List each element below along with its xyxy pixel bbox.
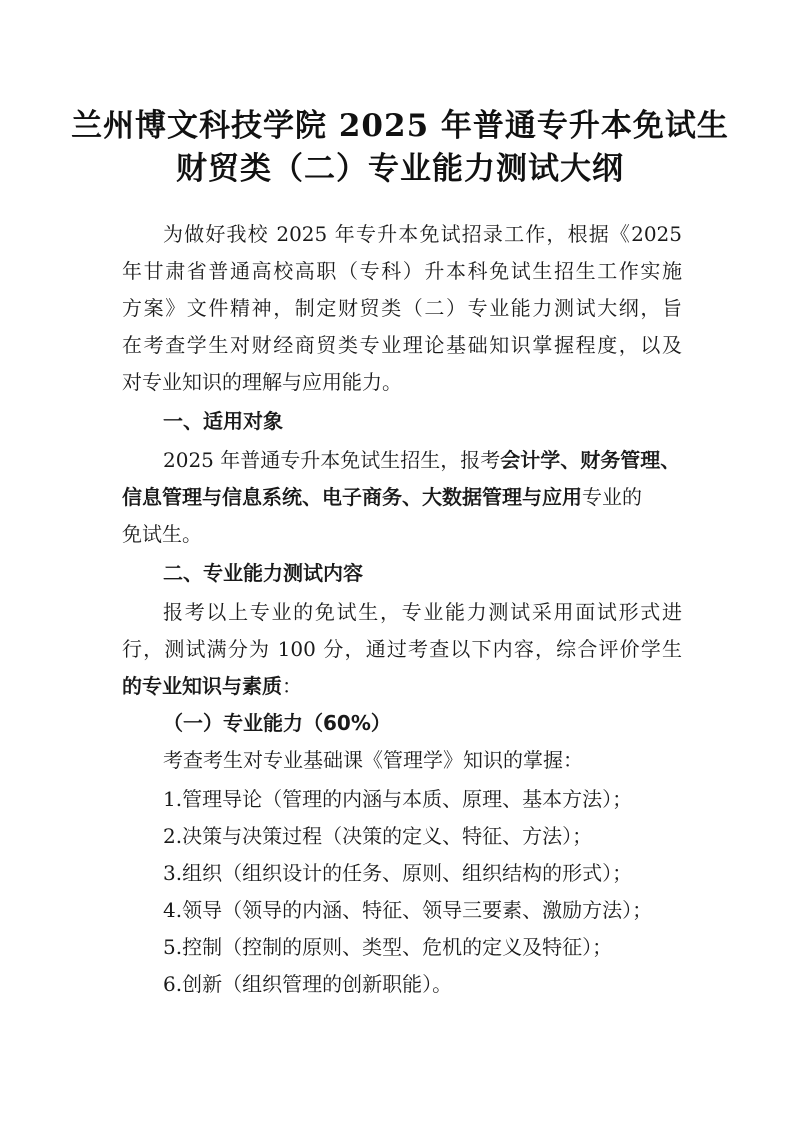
content-list-item: 1.管理导论（管理的内涵与本质、原理、基本方法）； xyxy=(163,787,633,811)
content-list-item: 4.领导（领导的内涵、特征、领导三要素、激励方法）； xyxy=(163,898,653,922)
section2-colon: ： xyxy=(282,674,302,698)
intro-paragraph-line: 在考查学生对财经商贸类专业理论基础知识掌握程度，以及 xyxy=(122,333,682,357)
section1-line xyxy=(122,483,682,511)
intro-paragraph-line: 年甘肃省普通高校高职（专科）升本科免试生招生工作实施 xyxy=(122,259,682,283)
section1-majors-bold: 信息管理与信息系统、电子商务、大数据管理与应用 xyxy=(122,485,582,509)
section1-majors-bold: 会计学、财务管理、 xyxy=(500,448,681,472)
subsection-intro: 考查考生对专业基础课《管理学》知识的掌握： xyxy=(163,748,583,772)
section1-line2-text: 专业的 xyxy=(582,485,642,509)
section2-line: 行，测试满分为 100 分，通过考查以下内容，综合评价学生 xyxy=(122,637,682,661)
section-heading-applicable-targets: 一、适用对象 xyxy=(163,409,283,433)
section1-line xyxy=(163,446,682,474)
section2-line: 报考以上专业的免试生，专业能力测试采用面试形式进 xyxy=(163,600,682,624)
content-list-item: 5.控制（控制的原则、类型、危机的定义及特征）； xyxy=(163,935,613,959)
section2-line xyxy=(122,672,682,700)
document-title-line-2: 财贸类（二）专业能力测试大纲 xyxy=(176,151,624,187)
section1-line1-text: 2025 年普通专升本免试生招生，报考 xyxy=(163,448,501,472)
section2-bold-phrase: 的专业知识与素质 xyxy=(122,674,282,698)
intro-paragraph-line: 方案》文件精神，制定财贸类（二）专业能力测试大纲，旨 xyxy=(122,296,682,320)
subsection-heading-professional-ability: （一）专业能力（60%） xyxy=(163,711,391,735)
section-heading-test-content: 二、专业能力测试内容 xyxy=(163,561,363,585)
section1-line: 免试生。 xyxy=(122,522,202,546)
intro-paragraph-line: 为做好我校 2025 年专升本免试招录工作，根据《2025 xyxy=(163,222,682,246)
document-title-line-1: 兰州博文科技学院 2025 年普通专升本免试生 xyxy=(71,108,729,144)
content-list-item: 6.创新（组织管理的创新职能）。 xyxy=(163,972,453,996)
content-list-item: 3.组织（组织设计的任务、原则、组织结构的形式）； xyxy=(163,861,633,885)
intro-paragraph-line: 对专业知识的理解与应用能力。 xyxy=(122,370,402,394)
content-list-item: 2.决策与决策过程（决策的定义、特征、方法）； xyxy=(163,824,593,848)
